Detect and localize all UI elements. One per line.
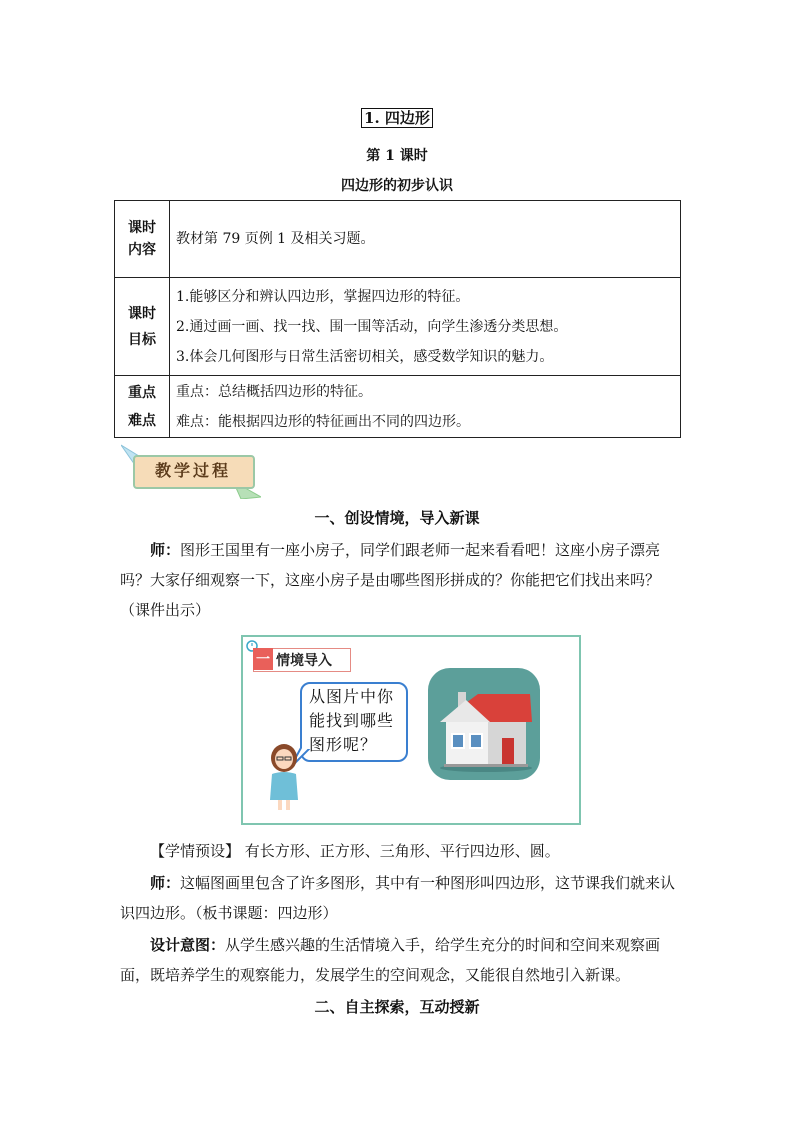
teacher-illustration bbox=[264, 742, 304, 812]
table-row bbox=[115, 376, 681, 438]
bubble-text: 从图片中你 能找到哪些 图形呢？ bbox=[309, 687, 395, 754]
paragraph: 师：这幅图画里包含了许多图形，其中有一种图形叫四边形，这节课我们就来认识四边形。（板书课题：四边形） bbox=[120, 874, 676, 922]
row-content: 重点：总结概括四边形的特征。 难点：能根据四边形的特征画出不同的四边形。 bbox=[170, 376, 681, 438]
lesson-number: 第 1 课时 bbox=[366, 148, 428, 164]
paragraph: 【学情预设】 有长方形、正方形、三角形、平行四边形、圆。 bbox=[150, 842, 560, 860]
paragraph: 设计意图：从学生感兴趣的生活情境入手，给学生充分的时间和空间来观察画面，既培养学生的观察能力，发展学生的空间观念，又能很自然地引入新课。 bbox=[120, 936, 661, 984]
lesson-info-table bbox=[114, 200, 681, 438]
page-title: 1. 四边形 bbox=[0, 107, 794, 128]
section-heading: 一、创设情境，导入新课 bbox=[314, 509, 480, 527]
banner-label: 教学过程 bbox=[154, 461, 231, 480]
row-content: 教材第 79 页例 1 及相关习题。 bbox=[170, 201, 681, 278]
row-content: 1.能够区分和辨认四边形，掌握四边形的特征。 2.通过画一画、找一找、围一围等活动，向学生渗透分类思想。 3.体会几何图形与日常生活密切相关，感受数学知识的魅力。 bbox=[170, 278, 681, 376]
lesson-topic: 四边形的初步认识 bbox=[341, 178, 453, 194]
table-row bbox=[115, 201, 681, 278]
table-row bbox=[115, 278, 681, 376]
section-heading: 二、自主探索，互动授新 bbox=[314, 998, 480, 1016]
house-icon bbox=[436, 684, 534, 772]
paragraph: 师：图形王国里有一座小房子，同学们跟老师一起来看看吧！这座小房子漂亮吗？大家仔细观察一下，这座小房子是由哪些图形拼成的？你能把它们找出来吗？（课件出示） bbox=[120, 541, 661, 619]
slide-tag-number: 一 bbox=[256, 652, 270, 668]
slide-tag-label: 情境导入 bbox=[276, 653, 332, 669]
row-label: 课时 内容 bbox=[115, 201, 170, 278]
row-label: 课时 目标 bbox=[115, 278, 170, 376]
row-label: 重点 难点 bbox=[115, 376, 170, 438]
